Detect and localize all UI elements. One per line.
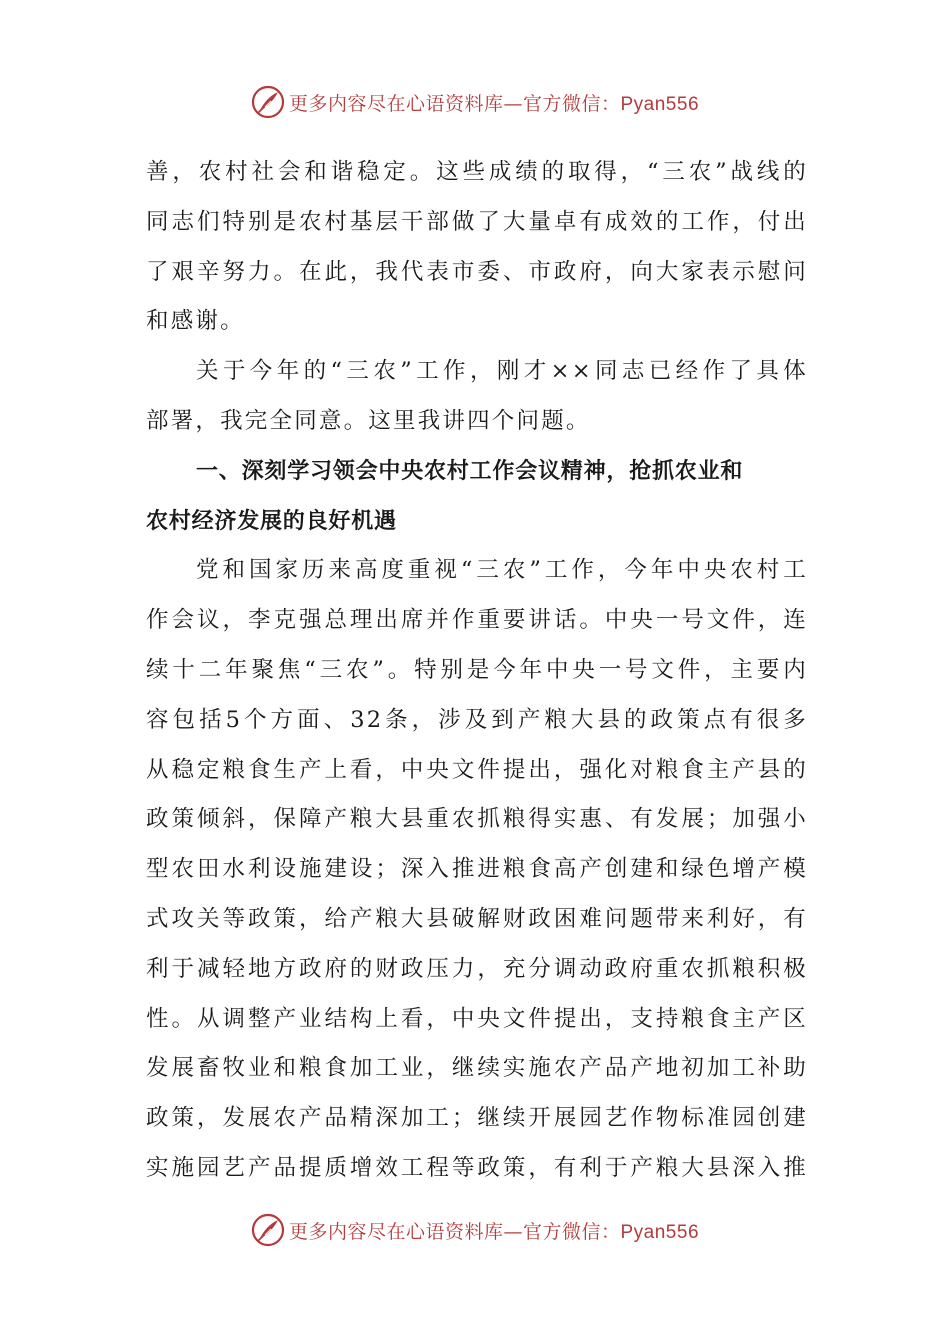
- text-line: 从稳定粮食生产上看，中央文件提出，强化对粮食主产县的: [146, 756, 808, 783]
- feather-pen-logo-icon: [251, 85, 285, 119]
- text-line: 型农田水利设施建设；深入推进粮食高产创建和绿色增产模: [146, 856, 808, 883]
- banner-text: 更多内容尽在心语资料库—官方微信：Pyan556: [288, 92, 700, 115]
- text-line: 政策倾斜，保障产粮大县重农抓粮得实惠、有发展；加强小: [146, 806, 808, 833]
- paragraph-2: [146, 347, 808, 447]
- heading-line: 农村经济发展的良好机遇: [146, 508, 397, 534]
- text-line: 实施园艺产品提质增效工程等政策，有利于产粮大县深入推: [146, 1154, 808, 1181]
- text-line: 党和国家历来高度重视“三农”工作，今年中央农村工: [196, 557, 808, 584]
- text-line: 和感谢。: [146, 308, 245, 335]
- paragraph-1: [146, 148, 808, 347]
- header-banner: [0, 82, 950, 122]
- heading-line: 一、深刻学习领会中央农村工作会议精神，抢抓农业和: [196, 458, 744, 484]
- text-line: 作会议，李克强总理出席并作重要讲话。中央一号文件，连: [146, 607, 808, 634]
- document-body: [146, 148, 808, 1194]
- text-line: 同志们特别是农村基层干部做了大量卓有成效的工作，付出: [146, 208, 808, 235]
- text-line: 善，农村社会和谐稳定。这些成绩的取得，“三农”战线的: [146, 159, 808, 185]
- text-line: 政策，发展农产品精深加工；继续开展园艺作物标准园创建: [146, 1105, 808, 1132]
- text-line: 容包括5个方面、32条，涉及到产粮大县的政策点有很多: [146, 706, 808, 733]
- feather-pen-logo-icon: [251, 1213, 285, 1247]
- text-line: 发展畜牧业和粮食加工业，继续实施农产品产地初加工补助: [146, 1055, 808, 1082]
- footer-banner: [0, 1210, 950, 1250]
- text-line: 部署，我完全同意。这里我讲四个问题。: [146, 407, 591, 434]
- text-line: 式攻关等政策，给产粮大县破解财政困难问题带来利好，有: [146, 905, 808, 932]
- wechat-id: Pyan556: [620, 1221, 700, 1243]
- banner-text: 更多内容尽在心语资料库—官方微信：Pyan556: [288, 1220, 700, 1243]
- text-line: 性。从调整产业结构上看，中央文件提出，支持粮食主产区: [146, 1005, 808, 1032]
- text-line: 利于减轻地方政府的财政压力，充分调动政府重农抓粮积极: [146, 955, 808, 982]
- wechat-id: Pyan556: [620, 93, 700, 115]
- text-line: 关于今年的“三农”工作，刚才××同志已经作了具体: [196, 358, 808, 385]
- text-line: 续十二年聚焦“三农”。特别是今年中央一号文件，主要内: [146, 656, 808, 683]
- text-line: 了艰辛努力。在此，我代表市委、市政府，向大家表示慰问: [146, 258, 808, 285]
- section-heading-1: [146, 447, 808, 547]
- paragraph-3: [146, 546, 808, 1193]
